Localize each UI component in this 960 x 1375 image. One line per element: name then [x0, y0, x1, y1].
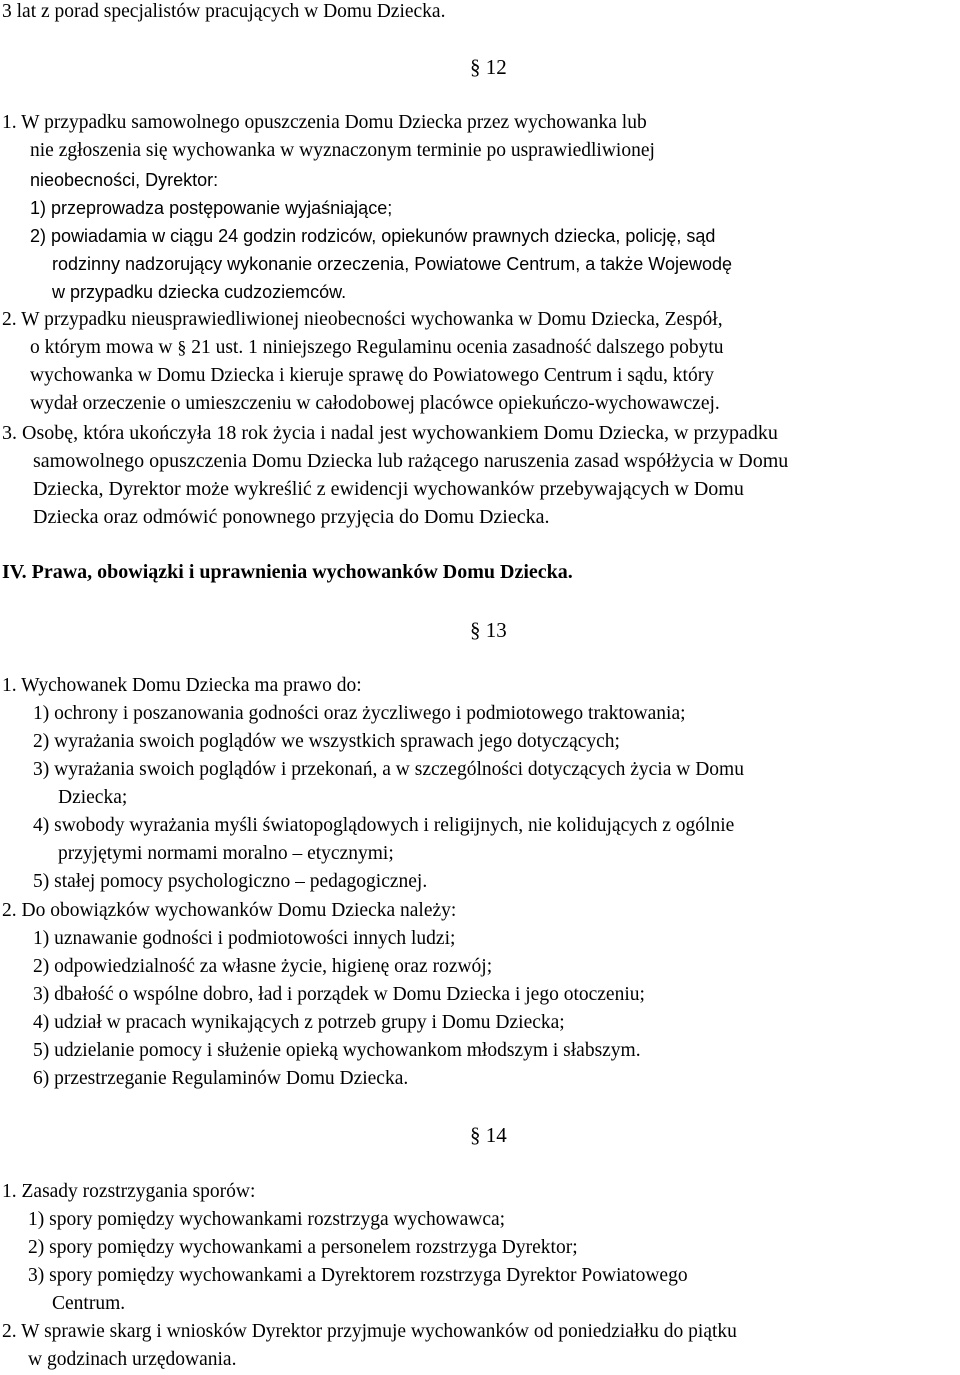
- list-item: 1) spory pomiędzy wychowankami rozstrzyga wychowawca;: [28, 1209, 506, 1230]
- list-item: 1) ochrony i poszanowania godności oraz życzliwego i podmiotowego traktowania;: [33, 703, 686, 724]
- text-line: w godzinach urzędowania.: [28, 1349, 237, 1370]
- text-line: 2. W przypadku nieusprawiedliwionej nieobecności wychowanka w Domu Dziecka, Zespół,: [2, 309, 723, 330]
- list-item: 1) przeprowadza postępowanie wyjaśniające;: [30, 198, 393, 218]
- list-item: 2) spory pomiędzy wychowankami a personelem rozstrzyga Dyrektor;: [28, 1237, 578, 1258]
- text-line: wydał orzeczenie o umieszczeniu w całodobowej placówce opiekuńczo-wychowawczej.: [30, 393, 720, 414]
- list-item: 2) odpowiedzialność za własne życie, higienę oraz rozwój;: [33, 956, 493, 977]
- section-13-heading: § 13: [470, 618, 507, 642]
- list-item: 1) uznawanie godności i podmiotowości innych ludzi;: [33, 928, 456, 949]
- text-line: Dziecka oraz odmówić ponownego przyjęcia do Domu Dziecka.: [33, 506, 550, 528]
- list-item: 6) przestrzeganie Regulaminów Domu Dziecka.: [33, 1068, 409, 1089]
- text-line: 1. Wychowanek Domu Dziecka ma prawo do:: [2, 675, 362, 696]
- text-line: w przypadku dziecka cudzoziemców.: [52, 282, 347, 302]
- text-line: 1. Zasady rozstrzygania sporów:: [2, 1181, 256, 1202]
- text-line: Dziecka, Dyrektor może wykreślić z ewidencji wychowanków przebywających w Domu: [33, 478, 744, 500]
- text-line: 3. Osobę, która ukończyła 18 rok życia i nadal jest wychowankiem Domu Dziecka, w przypadku: [2, 422, 778, 444]
- text-line: [30, 338, 724, 358]
- list-item: 2) powiadamia w ciągu 24 godzin rodziców, opiekunów prawnych dziecka, policję, sąd: [30, 226, 716, 246]
- list-item: 3) wyrażania swoich poglądów i przekonań, a w szczególności dotyczących życia w Domu: [33, 759, 744, 780]
- section-12-heading: § 12: [470, 55, 507, 79]
- list-item: 5) stałej pomocy psychologiczno – pedagogicznej.: [33, 871, 428, 892]
- text-line: wychowanka w Domu Dziecka i kieruje sprawę do Powiatowego Centrum i sądu, który: [30, 365, 714, 386]
- text-line: samowolnego opuszczenia Domu Dziecka lub rażącego naruszenia zasad współżycia w Domu: [33, 450, 789, 472]
- text-span: o którym mowa w: [30, 337, 173, 358]
- list-item: 4) udział w pracach wynikających z potrzeb grupy i Domu Dziecka;: [33, 1012, 565, 1033]
- text-line: Centrum.: [52, 1293, 126, 1314]
- list-item: 4) swobody wyrażania myśli światopoglądowych i religijnych, nie kolidujących z ogólnie: [33, 815, 735, 836]
- text-line: 2. Do obowiązków wychowanków Domu Dziecka należy:: [2, 900, 457, 921]
- text-line: 1. W przypadku samowolnego opuszczenia Domu Dziecka przez wychowanka lub: [2, 112, 647, 133]
- section-heading: IV. Prawa, obowiązki i uprawnienia wychowanków Domu Dziecka.: [2, 561, 573, 583]
- text-line: nieobecności, Dyrektor:: [30, 170, 219, 190]
- text-line: przyjętymi normami moralno – etycznymi;: [58, 843, 394, 864]
- text-span: 1 niniejszego Regulaminu ocenia zasadność dalszego pobytu: [248, 337, 724, 358]
- text-line: nie zgłoszenia się wychowanka w wyznaczonym terminie po usprawiedliwionej: [30, 140, 655, 161]
- text-line: 3 lat z porad specjalistów pracujących w Domu Dziecka.: [2, 1, 446, 22]
- text-span: 21 ust.: [191, 337, 244, 358]
- text-line: rodzinny nadzorujący wykonanie orzeczenia, Powiatowe Centrum, a także Wojewodę: [52, 254, 733, 274]
- section-sign: §: [177, 337, 187, 357]
- text-line: 2. W sprawie skarg i wniosków Dyrektor przyjmuje wychowanków od poniedziałku do piątku: [2, 1321, 737, 1342]
- list-item: 3) dbałość o wspólne dobro, ład i porządek w Domu Dziecka i jego otoczeniu;: [33, 984, 645, 1005]
- text-line: Dziecka;: [58, 787, 128, 808]
- list-item: 3) spory pomiędzy wychowankami a Dyrektorem rozstrzyga Dyrektor Powiatowego: [28, 1265, 688, 1286]
- list-item: 5) udzielanie pomocy i służenie opieką wychowankom młodszym i słabszym.: [33, 1040, 641, 1061]
- section-14-heading: § 14: [470, 1123, 507, 1147]
- list-item: 2) wyrażania swoich poglądów we wszystkich sprawach jego dotyczących;: [33, 731, 620, 752]
